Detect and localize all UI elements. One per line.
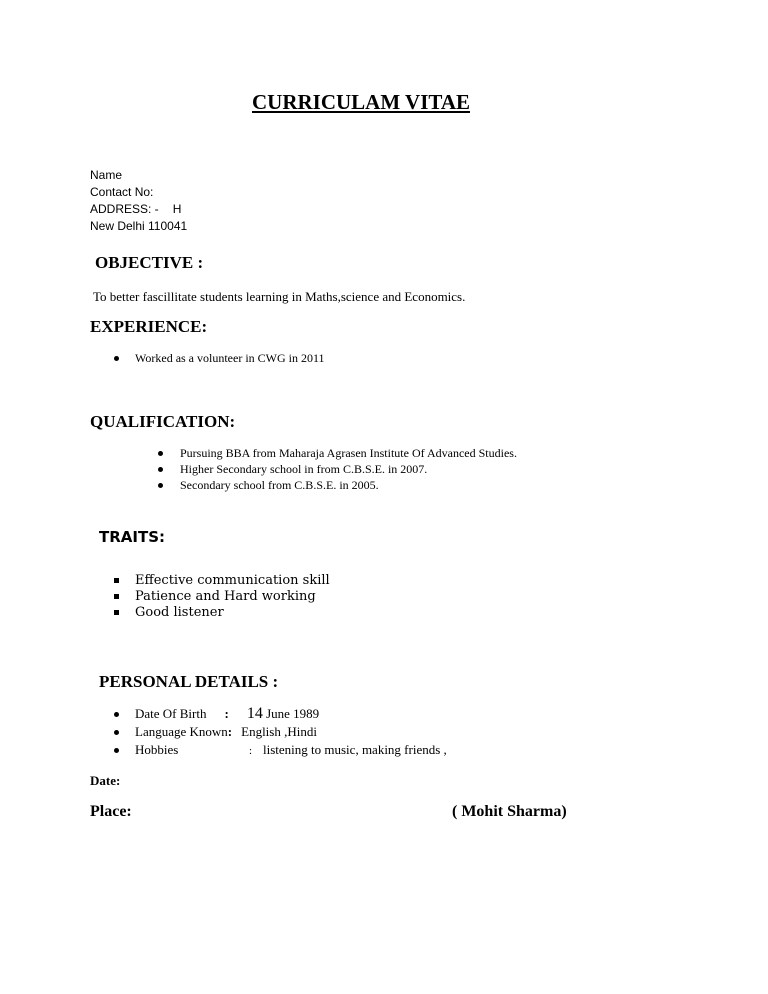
list-item: Pursuing BBA from Maharaja Agrasen Institute Of Advanced Studies. [180, 446, 517, 460]
dob-rest: June 1989 [262, 706, 320, 721]
list-item: Secondary school from C.B.S.E. in 2005. [180, 477, 517, 493]
date-label: Date: [90, 773, 121, 788]
dob-label: Date Of Birth [135, 706, 207, 721]
qualification-heading: QUALIFICATION: [90, 412, 236, 431]
hobbies-row [135, 741, 447, 760]
language-value: English ,Hindi [241, 724, 317, 739]
list-item: Patience and Hard working [135, 589, 330, 605]
language-separator: : [227, 724, 233, 739]
list-item: Effective communication skill [135, 573, 330, 588]
address-line [90, 201, 187, 218]
personal-details-heading: PERSONAL DETAILS : [99, 672, 279, 691]
hobbies-separator: : [249, 745, 253, 757]
place-label: Place: [90, 803, 132, 820]
city-line: New Delhi 110041 [90, 219, 188, 233]
list-item: Worked as a volunteer in CWG in 2011 [135, 351, 325, 365]
hobbies-label: Hobbies [135, 742, 179, 757]
contact-number-label: Contact No: [90, 185, 154, 199]
list-item: Higher Secondary school in from C.B.S.E. in 2007. [180, 461, 517, 477]
objective-heading: OBJECTIVE : [95, 253, 204, 272]
list-item: Good listener [135, 605, 330, 621]
traits-heading: TRAITS: [99, 528, 166, 546]
signature-name: ( Mohit Sharma) [452, 803, 567, 820]
dob-day: 14 [246, 705, 263, 722]
dob-separator: : [224, 706, 229, 721]
objective-text: To better fascillitate students learning in Maths,science and Economics. [93, 289, 466, 304]
qualification-list [180, 445, 517, 493]
hobbies-value: listening to music, making friends , [263, 742, 447, 757]
document-title: CURRICULAM VITAE [252, 90, 470, 114]
address-label: ADDRESS: - [90, 202, 159, 216]
language-row [135, 723, 447, 741]
contact-block [90, 167, 187, 235]
language-label: Language Known [135, 724, 228, 739]
dob-row [135, 705, 447, 723]
address-value: H [172, 202, 182, 216]
traits-list [135, 573, 330, 621]
personal-details-list [135, 705, 447, 760]
experience-heading: EXPERIENCE: [90, 317, 208, 336]
name-label: Name [90, 168, 123, 182]
experience-list [135, 350, 325, 366]
